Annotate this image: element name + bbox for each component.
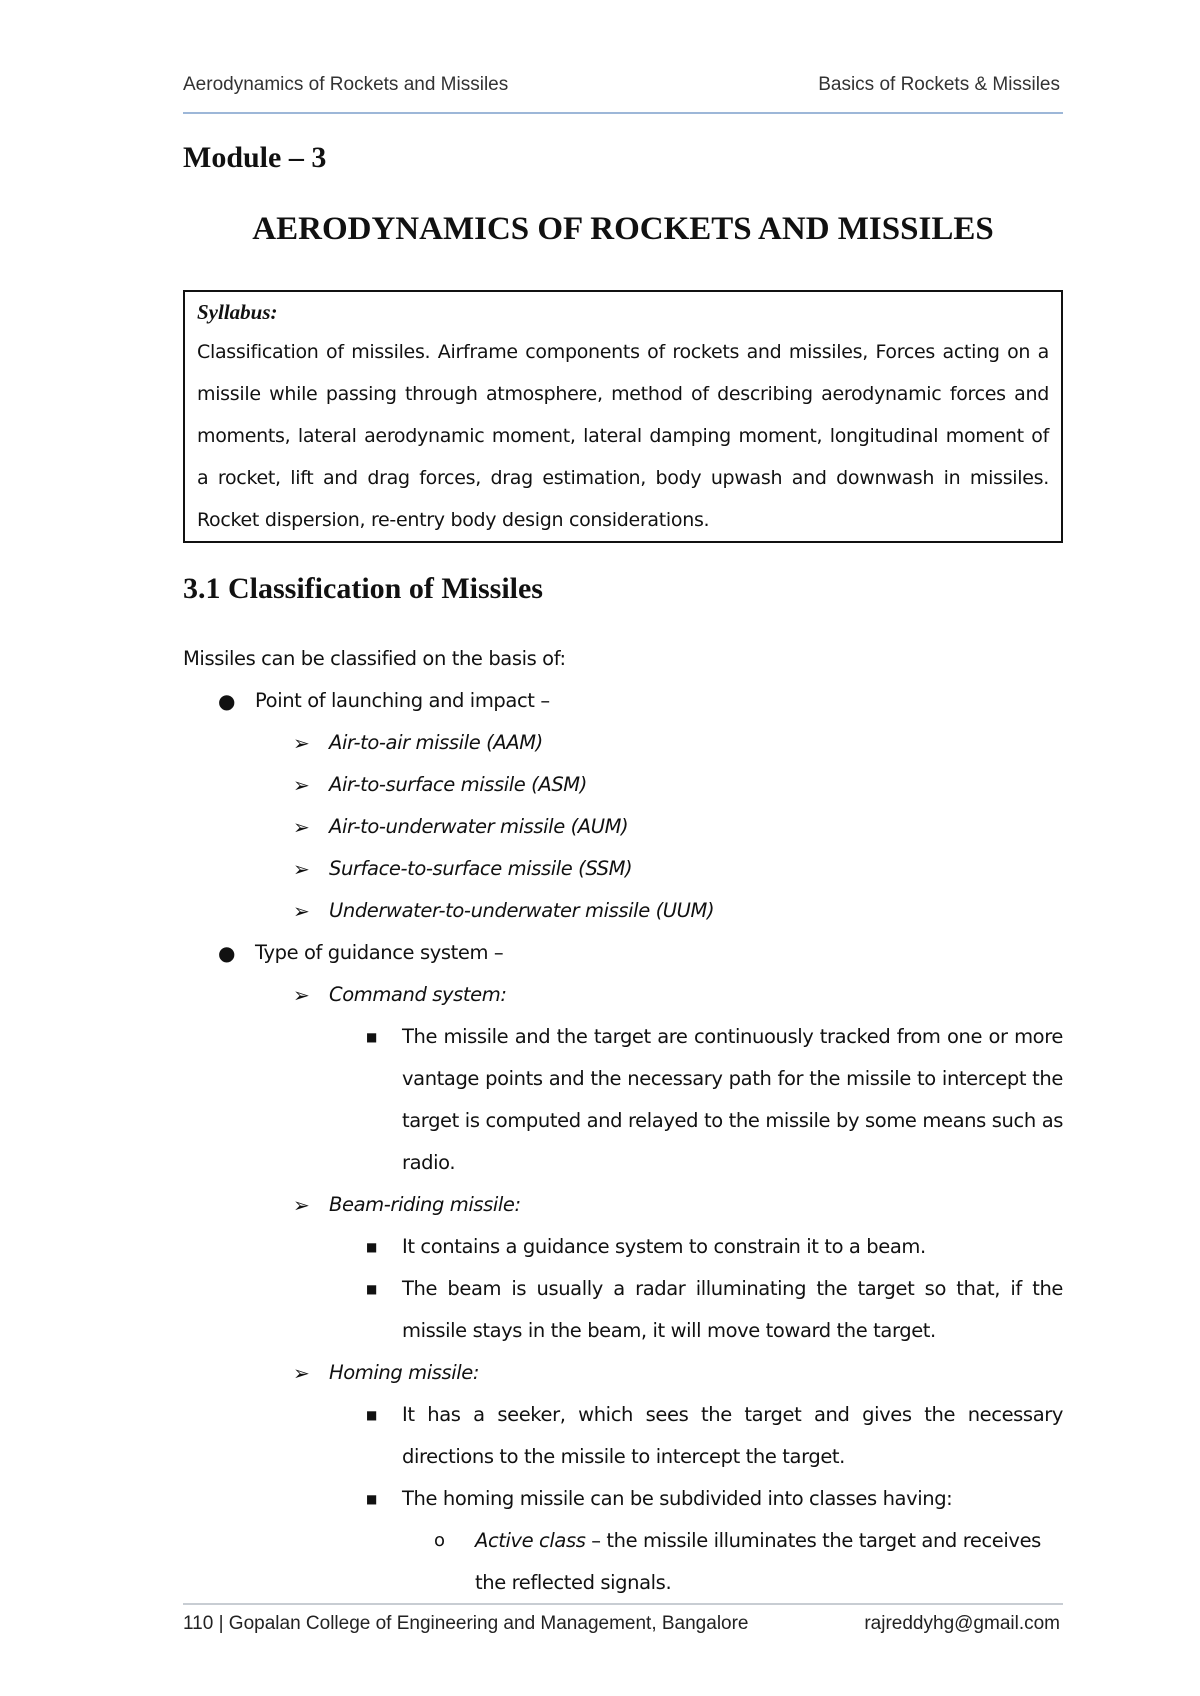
section-intro: Missiles can be classified on the basis of: bbox=[183, 647, 566, 670]
group-label: Type of guidance system – bbox=[255, 941, 504, 964]
point-text: The beam is usually a radar illuminating the target so that, if the bbox=[402, 1277, 1063, 1300]
point-continuation: vantage points and the necessary path for the missile to intercept the bbox=[402, 1067, 1063, 1090]
syllabus-body: Classification of missiles. Airframe components of rockets and missiles, Forces acting on a missile while passing through atmosphere, method of describing aerodynamic forces and moments, lateral aerodynamic moment, lateral damping moment, longitudinal moment of a rocket, lift and drag forces, drag estimation, body upwash and downwash in missiles. Rocket dispersion, re-entry body design considerations. bbox=[197, 341, 1049, 531]
point-text: It contains a guidance system to constrain it to a beam. bbox=[402, 1235, 926, 1258]
list-item bbox=[183, 1478, 1063, 1520]
arrow-bullet-icon: ➢ bbox=[293, 983, 310, 1007]
list-item bbox=[183, 806, 1063, 848]
list-item bbox=[183, 890, 1063, 932]
arrow-bullet-icon: ➢ bbox=[293, 731, 310, 755]
point-continuation: missile stays in the beam, it will move toward the target. bbox=[402, 1319, 936, 1342]
list-item bbox=[183, 974, 1063, 1016]
page-header bbox=[183, 74, 1063, 114]
header-left-title: Aerodynamics of Rockets and Missiles bbox=[183, 74, 509, 95]
point-continuation: target is computed and relayed to the missile by some means such as bbox=[402, 1109, 1063, 1132]
page-number: 110 bbox=[183, 1613, 214, 1634]
point-text: It has a seeker, which sees the target and gives the necessary bbox=[402, 1403, 1063, 1426]
point-continuation: radio. bbox=[402, 1151, 456, 1174]
list-item bbox=[183, 1520, 1063, 1562]
point-text: The homing missile can be subdivided into classes having: bbox=[402, 1487, 953, 1510]
missile-type: Air-to-surface missile (ASM) bbox=[329, 773, 587, 796]
list-item bbox=[183, 1352, 1063, 1394]
square-bullet-icon: ■ bbox=[366, 1408, 377, 1422]
list-item bbox=[183, 1016, 1063, 1058]
bullet-icon: ● bbox=[218, 689, 236, 713]
arrow-bullet-icon: ➢ bbox=[293, 1193, 310, 1217]
list-item bbox=[183, 848, 1063, 890]
arrow-bullet-icon: ➢ bbox=[293, 773, 310, 797]
missile-type: Surface-to-surface missile (SSM) bbox=[329, 857, 633, 880]
list-item bbox=[183, 1226, 1063, 1268]
footer-institution: Gopalan College of Engineering and Management, Bangalore bbox=[228, 1613, 749, 1634]
list-item bbox=[183, 764, 1063, 806]
circle-bullet-icon: o bbox=[434, 1530, 445, 1551]
missile-type: Air-to-underwater missile (AUM) bbox=[329, 815, 629, 838]
footer-left bbox=[183, 1613, 749, 1635]
point-continuation: the reflected signals. bbox=[475, 1571, 672, 1594]
footer-email: rajreddyhg@gmail.com bbox=[864, 1613, 1060, 1634]
page-title: AERODYNAMICS OF ROCKETS AND MISSILES bbox=[252, 211, 994, 247]
list-item bbox=[183, 680, 1063, 722]
list-item bbox=[183, 1394, 1063, 1436]
square-bullet-icon: ■ bbox=[366, 1240, 377, 1254]
arrow-bullet-icon: ➢ bbox=[293, 857, 310, 881]
guidance-type: Beam-riding missile: bbox=[329, 1193, 521, 1216]
syllabus-box bbox=[183, 290, 1063, 543]
arrow-bullet-icon: ➢ bbox=[293, 899, 310, 923]
square-bullet-icon: ■ bbox=[366, 1492, 377, 1506]
list-item bbox=[183, 1268, 1063, 1310]
footer-separator: | bbox=[218, 1613, 224, 1634]
section-content bbox=[183, 638, 1063, 1604]
list-item bbox=[183, 722, 1063, 764]
arrow-bullet-icon: ➢ bbox=[293, 1361, 310, 1385]
guidance-type: Command system: bbox=[329, 983, 507, 1006]
class-description: – the missile illuminates the target and receives bbox=[591, 1529, 1041, 1552]
missile-type: Underwater-to-underwater missile (UUM) bbox=[329, 899, 715, 922]
module-label: Module – 3 bbox=[183, 141, 327, 174]
square-bullet-icon: ■ bbox=[366, 1030, 377, 1044]
header-right-title: Basics of Rockets & Missiles bbox=[818, 74, 1060, 95]
class-name: Active class bbox=[475, 1529, 586, 1552]
bullet-icon: ● bbox=[218, 941, 236, 965]
list-item bbox=[183, 932, 1063, 974]
section-title: 3.1 Classification of Missiles bbox=[183, 572, 543, 605]
syllabus-heading: Syllabus: bbox=[197, 300, 278, 324]
square-bullet-icon: ■ bbox=[366, 1282, 377, 1296]
page-footer bbox=[183, 1603, 1063, 1643]
list-item bbox=[183, 1184, 1063, 1226]
group-label: Point of launching and impact – bbox=[255, 689, 550, 712]
missile-type: Air-to-air missile (AAM) bbox=[329, 731, 543, 754]
guidance-type: Homing missile: bbox=[329, 1361, 480, 1384]
point-text: The missile and the target are continuously tracked from one or more bbox=[402, 1025, 1063, 1048]
arrow-bullet-icon: ➢ bbox=[293, 815, 310, 839]
point-continuation: directions to the missile to intercept the target. bbox=[402, 1445, 845, 1468]
